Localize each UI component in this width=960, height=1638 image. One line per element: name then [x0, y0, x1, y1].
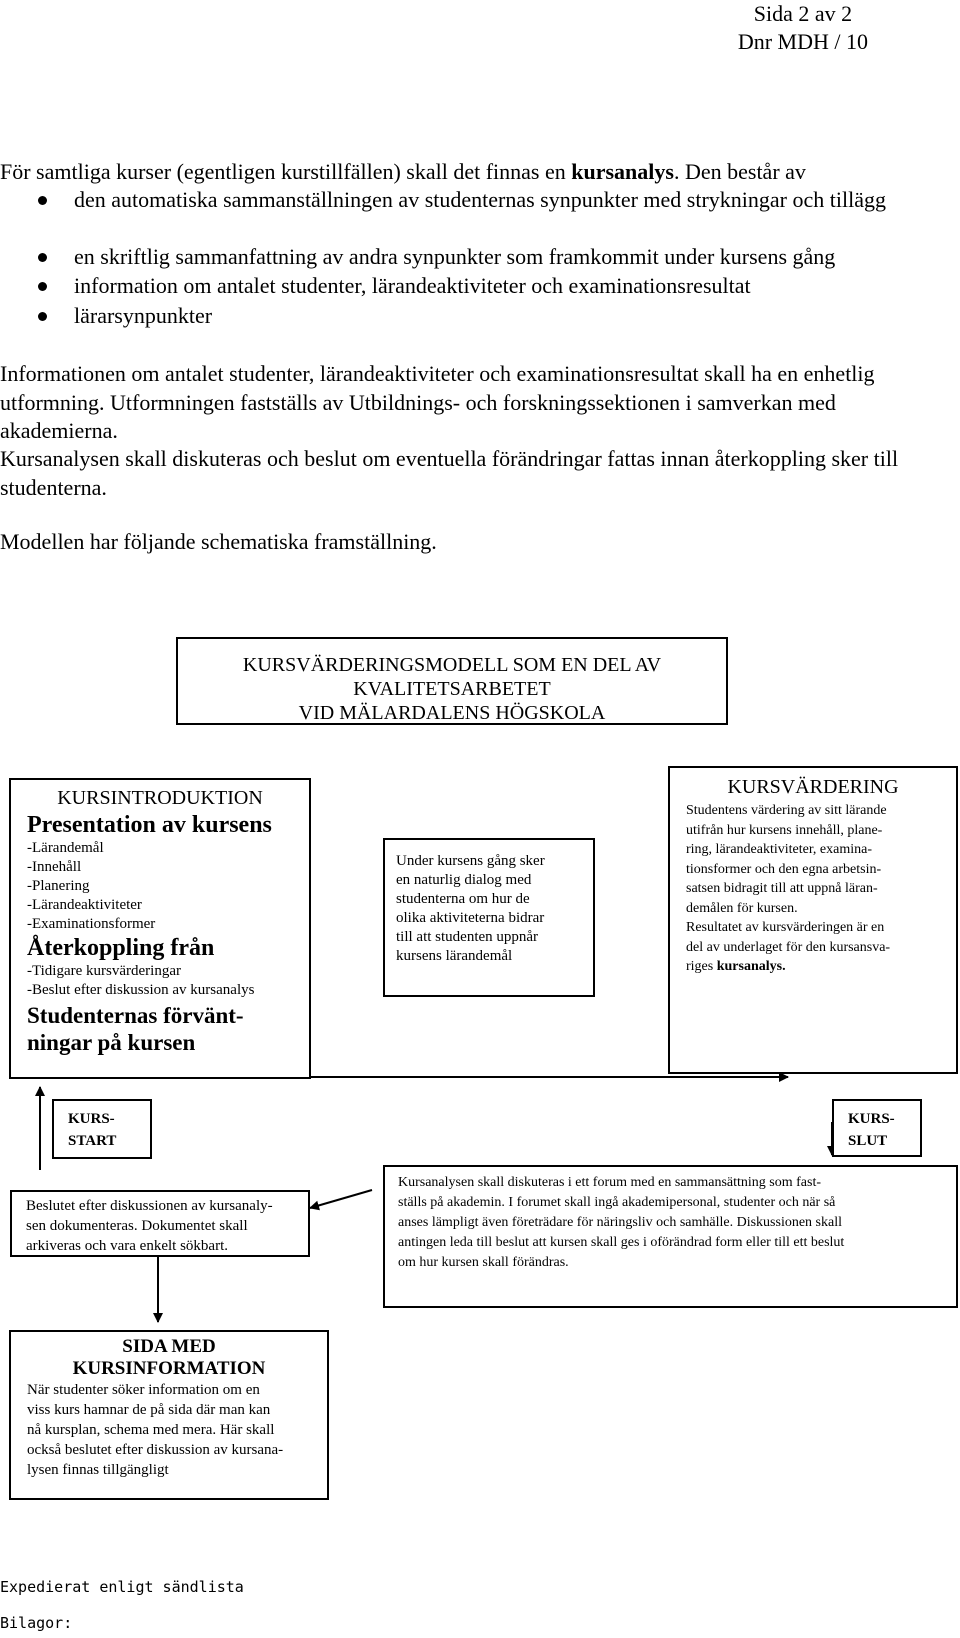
dialog-box: Under kursens gång sker en naturlig dialog med studenterna om hur de olika aktiviteterna bidrar till att studenten uppnår kursens lärandemål — [383, 838, 595, 997]
distribution-note: Expedierat enligt sändlista — [0, 1578, 244, 1596]
page-number: Sida 2 av 2 — [753, 1, 853, 26]
course-introduction-box: KURSINTRODUKTION Presentation av kursens -Lärandemål -Innehåll -Planering -Lärandeaktiviteter -Examinationsformer Återkoppling från -Tidigare kursvärderingar -Beslut efter diskussion av kursanalys Studenternas förvänt- ningar på kursen — [9, 778, 311, 1079]
introduction-heading: KURSINTRODUKTION — [57, 787, 263, 809]
course-evaluation-box: KURSVÄRDERING Studentens värdering av sitt lärande utifrån hur kursens innehåll, plane- ring, lärandeaktiviteter, examina- tionsformer och den egna arbetsin- satsen bidragit till att uppnå läran- demålen för kursen. Resultatet av kursvärderingen är en del av underlaget för den kursansva- riges kursanalys. — [668, 766, 958, 1074]
document-number: Dnr MDH / 10 — [737, 29, 868, 54]
presentation-heading: Presentation av kursens — [27, 812, 272, 838]
expectations-heading-2: ningar på kursen — [27, 1030, 196, 1055]
bullet-item: information om antalet studenter, lärandeaktiviteter och examinationsresultat — [74, 273, 751, 298]
bullet-item: den automatiska sammanställningen av studenternas synpunkter med strykningar och tillägg — [74, 187, 886, 212]
attachments-label: Bilagor: — [0, 1614, 73, 1632]
course-start-box: KURS- START — [52, 1099, 152, 1159]
paragraph-model: Modellen har följande schematiska framställning. — [0, 529, 437, 554]
expectations-heading-1: Studenternas förvänt- — [27, 1003, 244, 1028]
arrow-analysis-to-decision — [310, 1190, 372, 1208]
kursanalys-term: kursanalys. — [716, 959, 786, 974]
course-info-page-box: SIDA MED KURSINFORMATION När studenter söker information om en viss kurs hamnar de på sida där man kan nå kursplan, schema med mera. Här skall också beslutet efter diskussion av kursana- lysen finnas tillgängligt — [9, 1330, 329, 1500]
bullet-item: en skriftlig sammanfattning av andra synpunkter som framkommit under kursens gång — [74, 244, 836, 269]
decision-documentation-box: Beslutet efter diskussionen av kursanaly- sen dokumenteras. Dokumentet skall arkiveras och vara enkelt sökbart. — [10, 1190, 310, 1257]
intro-paragraph: För samtliga kurser (egentligen kurstillfällen) skall det finnas en kursanalys. Den består av — [0, 159, 806, 184]
paragraph-feedback: Kursanalysen skall diskuteras och beslut om eventuella förändringar fattas innan återkoppling sker till studenterna. — [0, 446, 899, 500]
kursanalys-term: kursanalys — [571, 159, 674, 184]
course-analysis-box: Kursanalysen skall diskuteras i ett forum med en sammansättning som fast- ställs på akademin. I forumet skall ingå akademipersonal, studenter och när så anses lämpligt även företrädare för näringsliv och samhälle. Diskussionen skall antingen leda till beslut att kursen skall ges i oförändrad form eller till ett beslut om hur kursen skall förändras. — [383, 1165, 958, 1308]
feedback-heading: Återkoppling från — [27, 935, 215, 961]
course-end-box: KURS- SLUT — [832, 1099, 922, 1157]
evaluation-heading: KURSVÄRDERING — [727, 776, 899, 798]
bullet-item: lärarsynpunkter — [74, 303, 213, 328]
diagram-title-box: KURSVÄRDERINGSMODELL SOM EN DEL AV KVALITETSARBETET VID MÄLARDALENS HÖGSKOLA — [176, 637, 728, 725]
paragraph-uniform-format: Informationen om antalet studenter, lärandeaktiviteter och examinationsresultat skall ha en enhetlig utformning. Utformningen fastställs av Utbildnings- och forskningssektionen i samverkan med akademierna. — [0, 361, 875, 443]
